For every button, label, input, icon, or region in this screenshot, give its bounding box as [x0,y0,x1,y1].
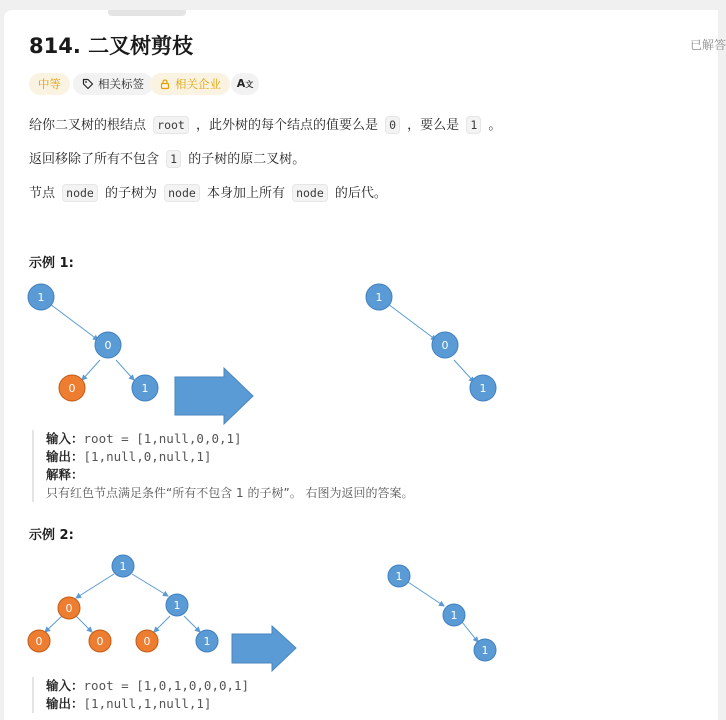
svg-text:1: 1 [481,644,489,657]
svg-text:1: 1 [37,291,45,304]
tree-node-pruned [59,375,85,401]
tree-node [470,375,496,401]
svg-text:1: 1 [141,382,149,395]
tree-node [388,565,410,587]
tree-edge [45,616,62,632]
tree-edge [76,574,114,598]
solved-status[interactable]: 已解答 [690,38,726,52]
code-zero: 0 [385,116,400,134]
description-paragraph-1: 给你二叉树的根结点 root ，此外树的每个结点的值要么是 0 ，要么是 1 。 [29,118,502,133]
tag-icon [82,78,94,90]
svg-text:0: 0 [441,339,449,352]
tree-node [166,594,188,616]
code-node: node [164,184,200,202]
description-paragraph-3: 节点 node 的子树为 node 本身加上所有 node 的后代。 [29,186,387,201]
example-1-explanation: 只有红色节点满足条件“所有不包含 1 的子树”。 右图为返回的答案。 [46,486,414,500]
translate-icon: A文 [236,76,254,90]
code-root: root [153,116,189,134]
tree-node [112,555,134,577]
tree-node [366,284,392,310]
tree-node-pruned [58,597,80,619]
svg-text:1: 1 [395,570,403,583]
code-node: node [62,184,98,202]
example-2-diagram [4,550,524,680]
page-title: 814. 二叉树剪枝 [29,34,194,58]
svg-text:0: 0 [96,635,104,648]
svg-text:0: 0 [104,339,112,352]
code-node: node [292,184,328,202]
svg-text:1: 1 [479,382,487,395]
example-1-diagram [4,274,524,424]
svg-text:1: 1 [173,599,181,612]
difficulty-label: 中等 [38,77,61,91]
tree-edge [116,360,134,380]
svg-text:0: 0 [65,602,73,615]
tree-edge [154,616,170,632]
tree-edge [132,574,168,596]
companies-tag-button[interactable] [150,73,230,95]
tree-node [95,332,121,358]
tree-edge [454,360,474,382]
example-2-output: [1,null,1,null,1] [83,696,212,711]
topics-tag-label: 相关标签 [98,77,144,91]
example-2-heading: 示例 2: [29,528,74,543]
difficulty-badge[interactable] [29,73,70,95]
transform-arrow-icon [232,626,296,671]
translate-button[interactable] [231,73,259,95]
tree-node-pruned [136,630,158,652]
tree-edge [50,304,98,340]
tree-node [28,284,54,310]
topics-tag-button[interactable] [73,73,153,95]
svg-text:1: 1 [203,635,211,648]
tree-node-pruned [89,630,111,652]
example-2-input: root = [1,0,1,0,0,0,1] [83,678,250,693]
transform-arrow-icon [175,368,253,424]
svg-text:0: 0 [68,382,76,395]
description-paragraph-2: 返回移除了所有不包含 1 的子树的原二叉树。 [29,152,306,167]
example-1-input: root = [1,null,0,0,1] [83,431,242,446]
svg-text:0: 0 [143,635,151,648]
tree-edge [462,622,478,642]
code-one: 1 [466,116,481,134]
tree-node [432,332,458,358]
tree-edge [184,616,200,632]
problem-panel [4,10,726,720]
example-2-io-block: 输入：root = [1,0,1,0,0,0,1] 输出：[1,null,1,null,1] [32,677,249,713]
tree-edge [408,582,444,606]
example-1-io-block: 输入：root = [1,null,0,0,1] 输出：[1,null,0,null,1] 解释： 只有红色节点满足条件“所有不包含 1 的子树”。 右图为返回的答案。 [32,430,414,502]
tree-node [474,639,496,661]
tree-edge [388,304,436,340]
svg-text:0: 0 [35,635,43,648]
svg-text:1: 1 [375,291,383,304]
tree-edge [76,616,92,632]
tree-node-pruned [28,630,50,652]
tree-node [443,604,465,626]
svg-text:1: 1 [119,560,127,573]
tree-node [132,375,158,401]
top-tab-strip [108,10,186,16]
example-1-heading: 示例 1: [29,256,74,271]
companies-tag-label: 相关企业 [175,77,221,91]
lock-icon [159,78,171,90]
code-one: 1 [166,150,181,168]
example-1-output: [1,null,0,null,1] [83,449,212,464]
tree-edge [82,360,100,380]
tree-node [196,630,218,652]
svg-text:1: 1 [450,609,458,622]
